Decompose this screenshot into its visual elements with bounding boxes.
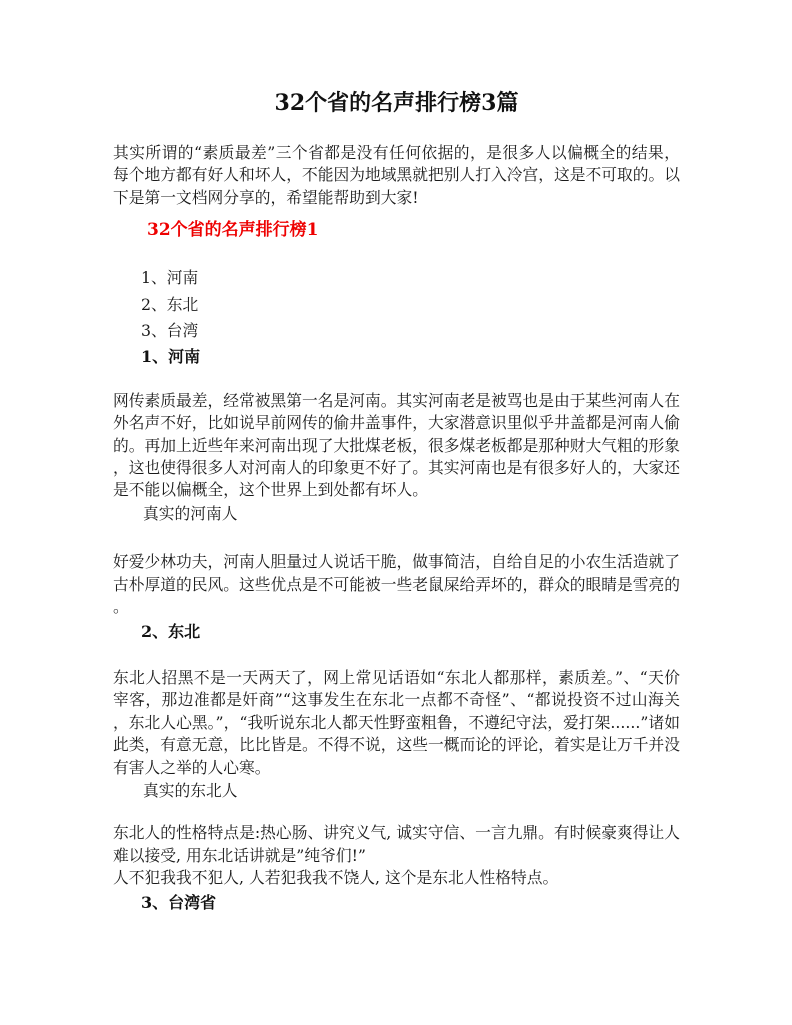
henan-paragraph-1: 网传素质最差，经常被黑第一名是河南。其实河南老是被骂也是由于某些河南人在外名声不好，比如说早前网传的偷井盖事件，大家潜意识里似乎井盖都是河南人偷的。再加上近些年来河南出现了大批煤老板，很多煤老板都是那种财大气粗的形象，这也使得很多人对河南人的印象更不好了。其实河南也是有很多好人的，大家还是不能以偏概全，这个世界上到处都有坏人。 [113, 390, 680, 500]
dongbei-paragraph-2: 东北人的性格特点是:热心肠、讲究义气, 诚实守信、一言九鼎。有时候豪爽得让人难以接受, 用东北话讲就是”纯爷们!” [113, 823, 680, 865]
dongbei-paragraph-1: 东北人招黑不是一天两天了，网上常见话语如“东北人都那样，素质差。”、“天价宰客，那边准都是奸商”“这事发生在东北一点都不奇怪”、“都说投资不过山海关，东北人心黑。”，“我听说东北人都天性野蛮粗鲁，不遵纪守法，爱打架......”诸如此类，有意无意，比比皆是。不得不说，这些一概而论的评论，着实是让万千并没有害人之举的人心寒。 [113, 667, 680, 777]
document-content [113, 88, 680, 914]
intro-paragraph: 其实所谓的“素质最差”三个省都是没有任何依据的，是很多人以偏概全的结果，每个地方都有好人和坏人，不能因为地域黑就把别人打入冷宫，这是不可取的。以下是第一文档网分享的，希望能帮助到大家! [113, 143, 680, 207]
ranking-list [113, 267, 680, 342]
henan-section-heading: 1、河南 [141, 347, 201, 367]
dongbei-paragraph-3: 人不犯我我不犯人, 人若犯我我不饶人, 这个是东北人性格特点。 [113, 868, 559, 888]
dongbei-subtitle: 真实的东北人 [143, 780, 238, 800]
rank-item-dongbei: 2、东北 [141, 294, 199, 314]
henan-paragraph-2: 好爱少林功夫，河南人胆量过人说话干脆，做事简洁，自给自足的小农生活造就了古朴厚道的民风。这些优点是不可能被一些老鼠屎给弄坏的，群众的眼睛是雪亮的。 [113, 552, 680, 617]
rank-item-henan: 1、河南 [141, 268, 199, 288]
document-title: 32个省的名声排行榜3篇 [274, 90, 519, 116]
section1-red-heading: 32个省的名声排行榜1 [147, 220, 319, 241]
taiwan-section-heading: 3、台湾省 [141, 892, 217, 912]
henan-subtitle: 真实的河南人 [143, 503, 238, 523]
dongbei-section-heading: 2、东北 [141, 621, 201, 641]
rank-item-taiwan: 3、台湾 [141, 321, 199, 341]
